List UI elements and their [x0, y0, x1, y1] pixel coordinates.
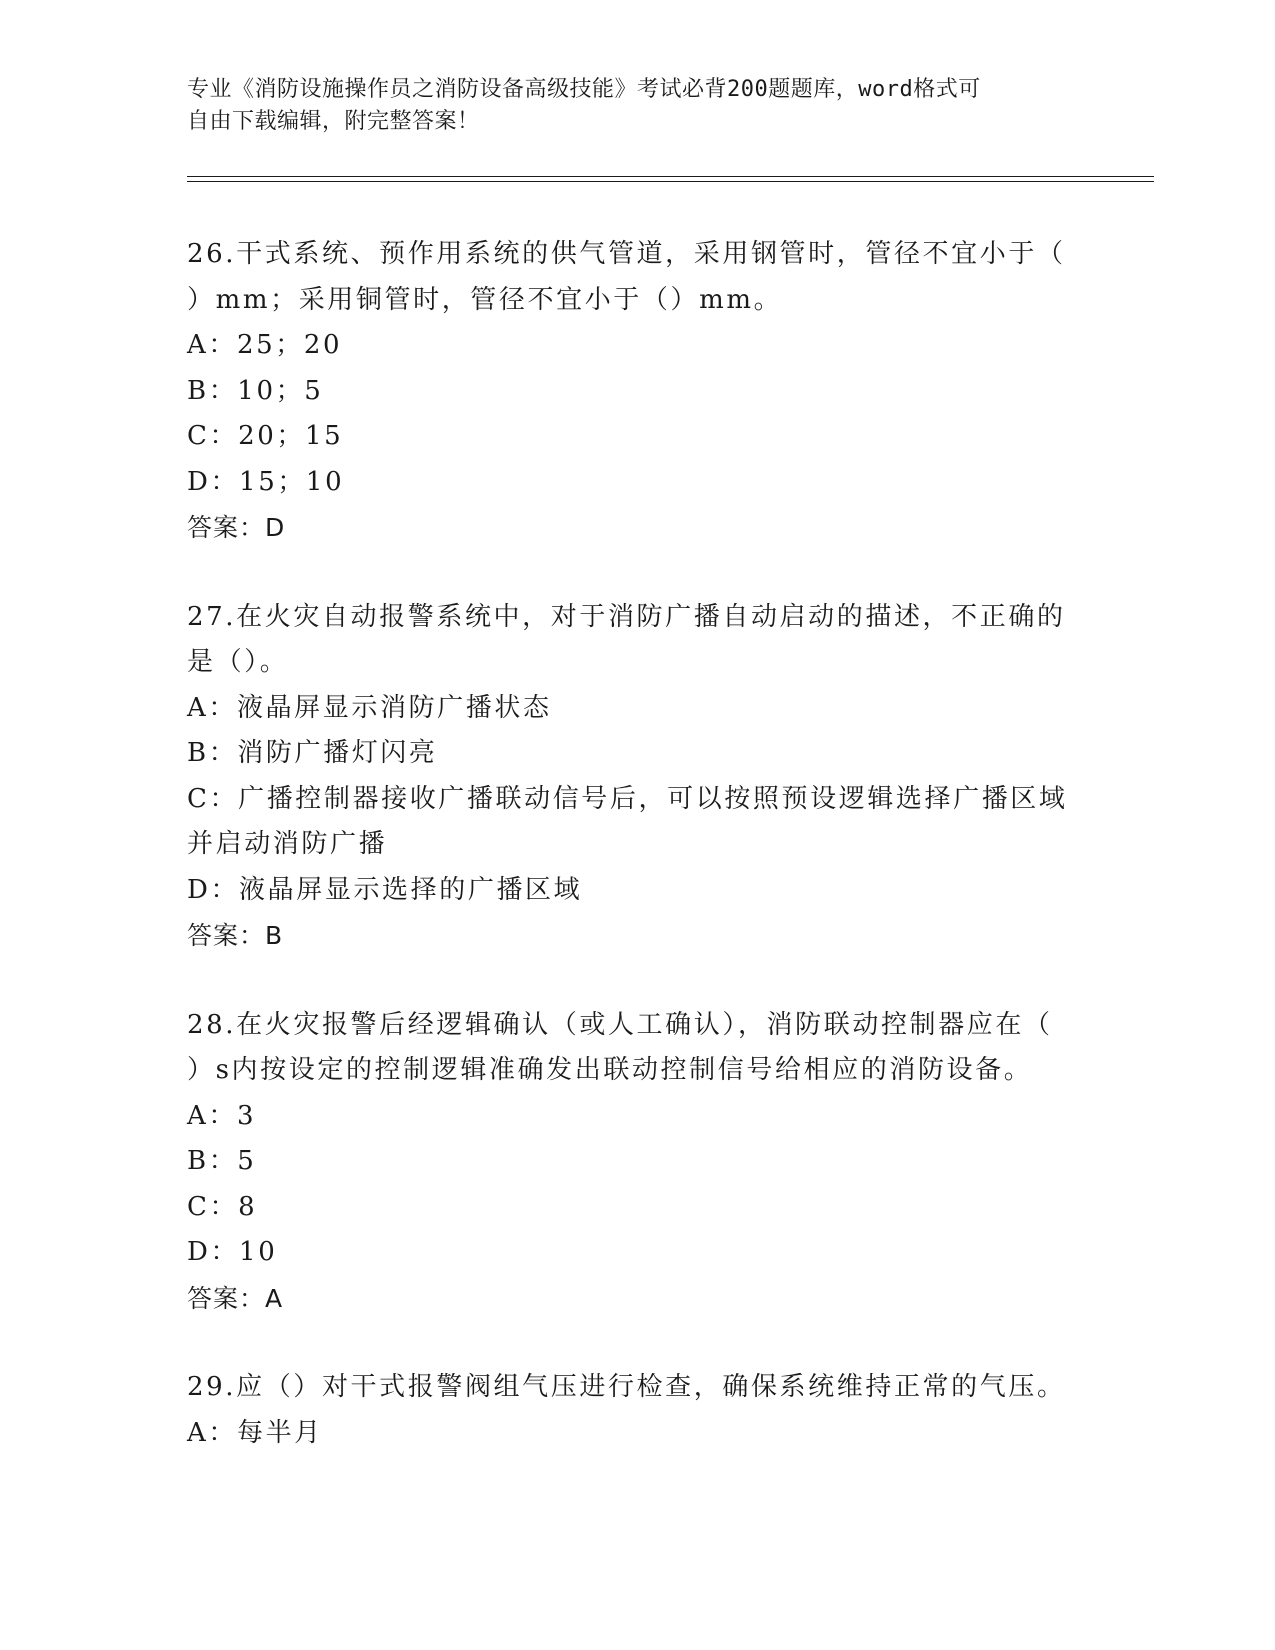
option-a: A：每半月 — [187, 1417, 323, 1448]
answer: 答案：D — [187, 513, 286, 542]
option-c: C：20；15 — [187, 421, 344, 451]
question-28 — [187, 1003, 1067, 1322]
option-a: A：液晶屏显示消防广播状态 — [187, 692, 552, 723]
header-line: 专业《消防设施操作员之消防设备高级技能》考试必背200题题库，word格式可 — [187, 77, 981, 102]
option-c: C：8 — [187, 1191, 258, 1222]
option-d: D：10 — [187, 1237, 278, 1267]
question-stem: 29.应（）对干式报警阀组气压进行检查，确保系统维持正常的气压。 — [187, 1372, 1066, 1402]
question-stem: ）mm；采用铜管时，管径不宜小于（）mm。 — [187, 284, 783, 315]
question-stem: 26.干式系统、预作用系统的供气管道，采用钢管时，管径不宜小于（ — [187, 239, 1066, 269]
header-line: 自由下载编辑，附完整答案！ — [187, 109, 480, 134]
header-rule-top — [187, 176, 1154, 177]
question-27 — [187, 595, 1067, 959]
option-b: B：5 — [187, 1146, 257, 1176]
header-rule-bottom — [187, 181, 1154, 182]
question-stem: ）s内按设定的控制逻辑准确发出联动控制信号给相应的消防设备。 — [187, 1055, 1033, 1085]
question-stem: 27.在火灾自动报警系统中，对于消防广播自动启动的描述，不正确的 — [187, 601, 1066, 632]
answer: 答案：A — [187, 1283, 284, 1313]
option-b: B：消防广播灯闪亮 — [187, 738, 438, 768]
option-d: D：15；10 — [187, 466, 345, 497]
question-stem: 28.在火灾报警后经逻辑确认（或人工确认），消防联动控制器应在（ — [187, 1009, 1053, 1040]
question-26 — [187, 232, 1067, 551]
question-list — [187, 232, 1067, 1500]
option-c-continued: 并启动消防广播 — [187, 829, 388, 859]
option-a: A：3 — [187, 1100, 257, 1131]
option-a: A：25；20 — [187, 330, 343, 360]
option-d: D：液晶屏显示选择的广播区域 — [187, 874, 583, 905]
option-b: B：10；5 — [187, 375, 324, 406]
answer: 答案：B — [187, 921, 284, 950]
question-stem: 是（）。 — [187, 647, 289, 677]
option-c: C：广播控制器接收广播联动信号后，可以按照预设逻辑选择广播区域 — [187, 783, 1068, 814]
question-29 — [187, 1365, 1067, 1456]
document-header — [187, 74, 1067, 138]
